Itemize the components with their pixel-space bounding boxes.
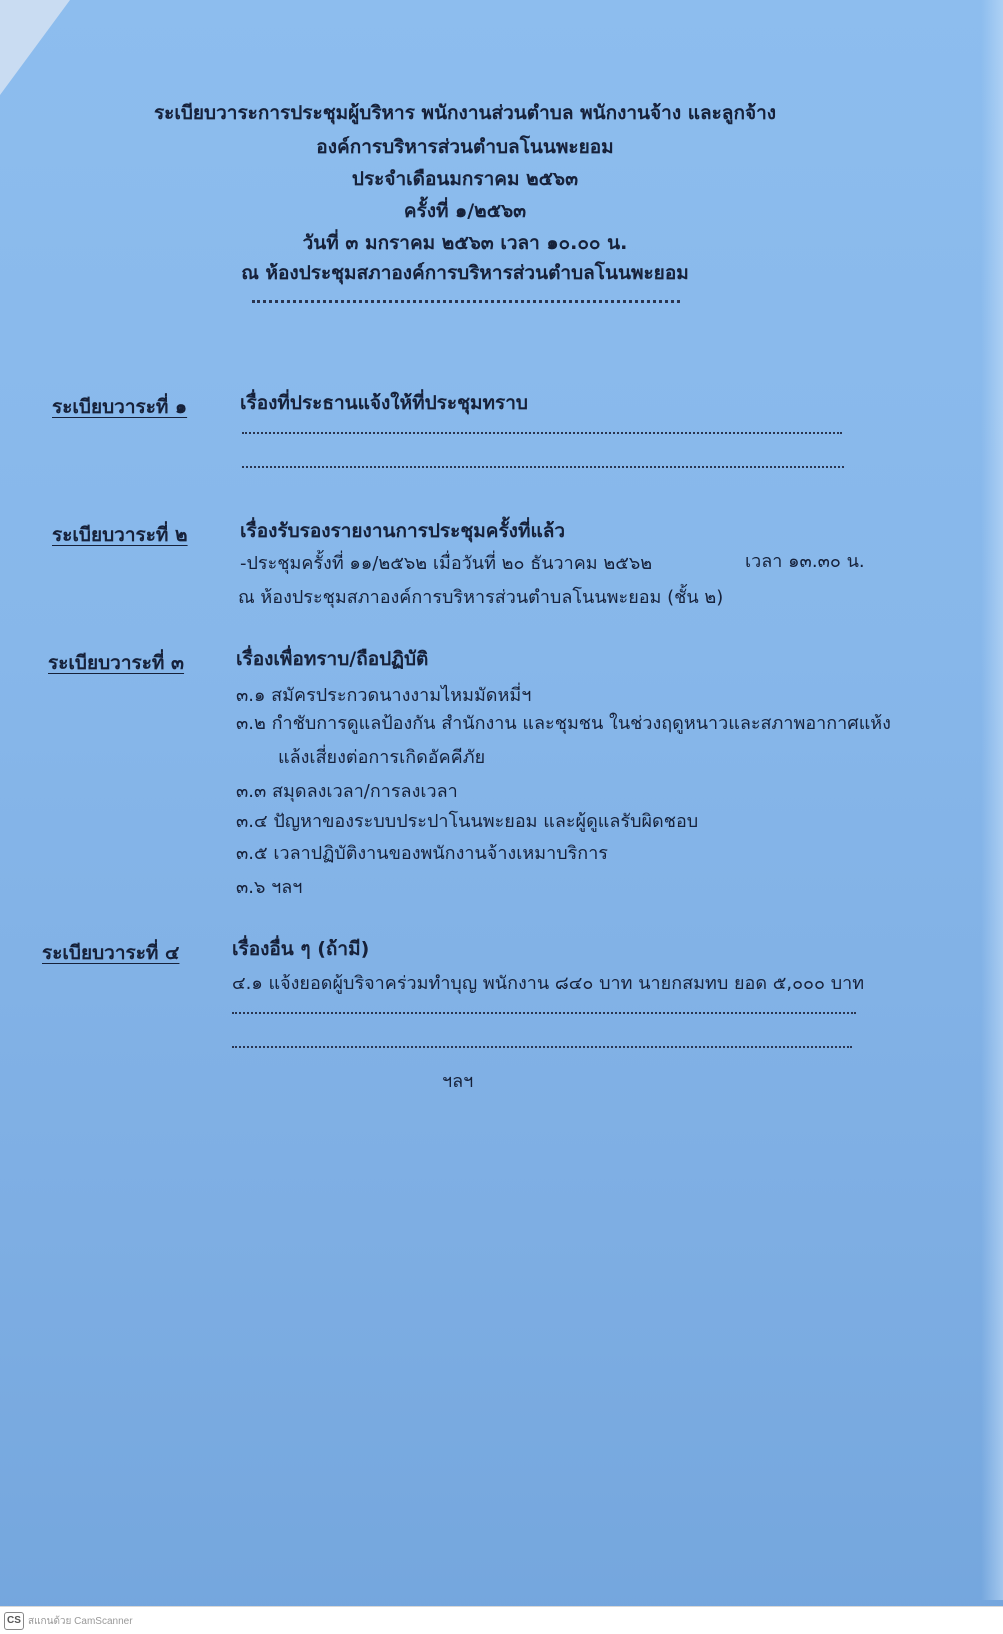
header-organization: องค์การบริหารส่วนตำบลโนนพะยอม [316, 136, 614, 158]
folded-corner [0, 0, 70, 95]
agenda-3-topic: เรื่องเพื่อทราบ/ถือปฏิบัติ [236, 648, 429, 670]
header-date-time: วันที่ ๓ มกราคม ๒๕๖๓ เวลา ๑๐.๐๐ น. [302, 232, 628, 254]
agenda-1-topic: เรื่องที่ประธานแจ้งให้ที่ประชุมทราบ [240, 392, 528, 414]
agenda-3-item: ๓.๖ ฯลฯ [236, 877, 303, 898]
agenda-4-label: ระเบียบวาระที่ ๔ [42, 942, 180, 964]
agenda-2-time: เวลา ๑๓.๓๐ น. [745, 551, 865, 572]
agenda-3-item: ๓.๒ กำชับการดูแลป้องกัน สำนักงาน และชุมชน ในช่วงฤดูหนาวและสภาพอากาศแห้ง [236, 713, 891, 734]
blank-line [232, 1012, 856, 1014]
agenda-3-item: ๓.๓ สมุดลงเวลา/การลงเวลา [236, 781, 458, 802]
blank-line [242, 466, 844, 468]
header-divider [252, 300, 680, 303]
camscanner-logo-icon: CS [4, 1612, 24, 1630]
agenda-3-label: ระเบียบวาระที่ ๓ [48, 652, 185, 674]
agenda-1-label: ระเบียบวาระที่ ๑ [52, 396, 188, 418]
header-title: ระเบียบวาระการประชุมผู้บริหาร พนักงานส่วนตำบล พนักงานจ้าง และลูกจ้าง [153, 102, 777, 124]
agenda-2-venue: ณ ห้องประชุมสภาองค์การบริหารส่วนตำบลโนนพะยอม (ชั้น ๒) [238, 587, 724, 608]
agenda-3-item: ๓.๔ ปัญหาของระบบประปาโนนพะยอม และผู้ดูแลรับผิดชอบ [236, 811, 699, 832]
blank-line [232, 1046, 852, 1048]
agenda-2-topic: เรื่องรับรองรายงานการประชุมครั้งที่แล้ว [240, 520, 566, 542]
agenda-4-item: ๔.๑ แจ้งยอดผู้บริจาคร่วมทำบุญ พนักงาน ๘๔๐ บาท นายกสมทบ ยอด ๕,๐๐๐ บาท [232, 973, 865, 994]
agenda-2-label: ระเบียบวาระที่ ๒ [52, 524, 188, 546]
blank-line [242, 432, 842, 434]
agenda-3-item-continued: แล้งเสี่ยงต่อการเกิดอัคคีภัย [278, 747, 486, 768]
scanner-footer [0, 1606, 1003, 1634]
header-session: ครั้งที่ ๑/๒๕๖๓ [403, 200, 527, 222]
closing-etc: ฯลฯ [442, 1071, 474, 1092]
scanner-watermark-text: สแกนด้วย CamScanner [28, 1616, 133, 1627]
header-venue: ณ ห้องประชุมสภาองค์การบริหารส่วนตำบลโนนพะยอม [241, 262, 689, 284]
header-month: ประจำเดือนมกราคม ๒๕๖๓ [351, 168, 579, 190]
agenda-3-item: ๓.๕ เวลาปฏิบัติงานของพนักงานจ้างเหมาบริการ [236, 843, 608, 864]
paper-edge [981, 0, 1003, 1600]
agenda-3-item: ๓.๑ สมัครประกวดนางงามไหมมัดหมี่ฯ [236, 685, 532, 706]
agenda-4-topic: เรื่องอื่น ๆ (ถ้ามี) [232, 938, 370, 960]
agenda-2-detail: -ประชุมครั้งที่ ๑๑/๒๕๖๒ เมื่อวันที่ ๒๐ ธันวาคม ๒๕๖๒ [240, 553, 653, 574]
